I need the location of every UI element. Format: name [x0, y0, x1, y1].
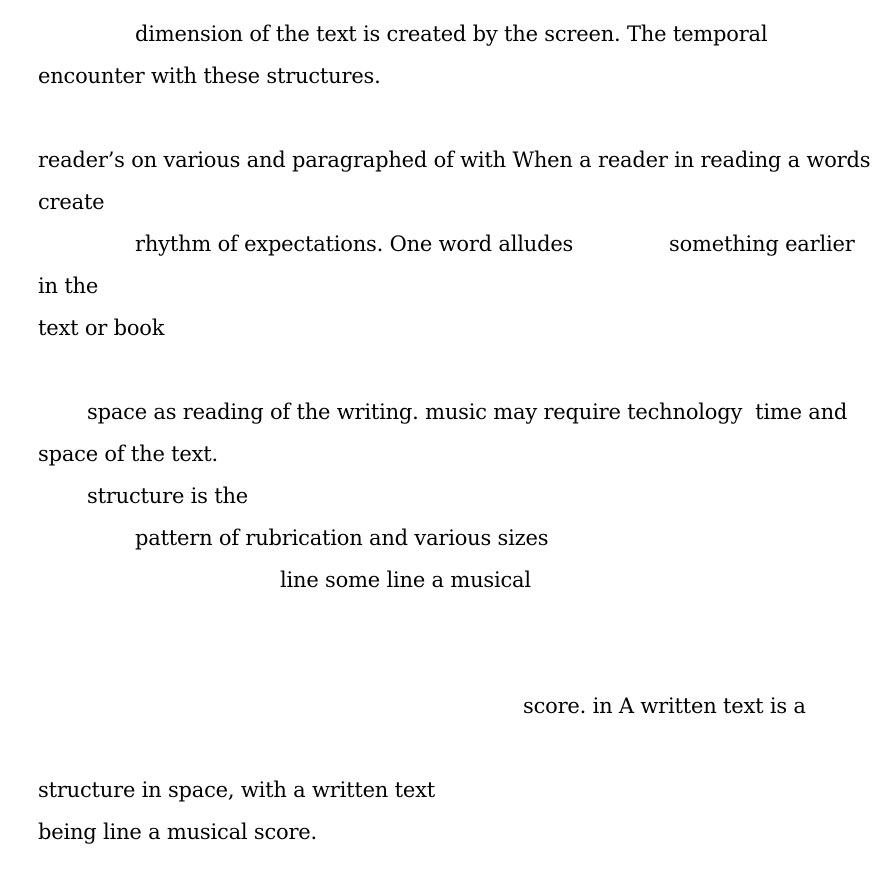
- poem-line: reader’s on various and paragraphed of with When a reader in reading a words: [38, 148, 871, 172]
- poem-line: encounter with these structures.: [38, 64, 381, 88]
- poem-line: line some line a musical: [280, 568, 531, 592]
- poem-line: create: [38, 190, 105, 214]
- poem-line: pattern of rubrication and various sizes: [135, 526, 549, 550]
- poem-line: being line a musical score.: [38, 820, 318, 844]
- poem-line: text or book: [38, 316, 165, 340]
- poem-line: structure is the: [87, 484, 249, 508]
- poem-line: rhythm of expectations. One word alludes: [135, 232, 574, 256]
- poem-line: something earlier: [669, 232, 855, 256]
- poem-line: space of the text.: [38, 442, 218, 466]
- poem-line: structure in space, with a written text: [38, 778, 435, 802]
- poem-line: in the: [38, 274, 99, 298]
- poem-line: dimension of the text is created by the screen. The temporal: [135, 22, 768, 46]
- poem-line: score. in A written text is a: [523, 694, 806, 718]
- poem-line: space as reading of the writing. music may require technology time and: [87, 400, 848, 424]
